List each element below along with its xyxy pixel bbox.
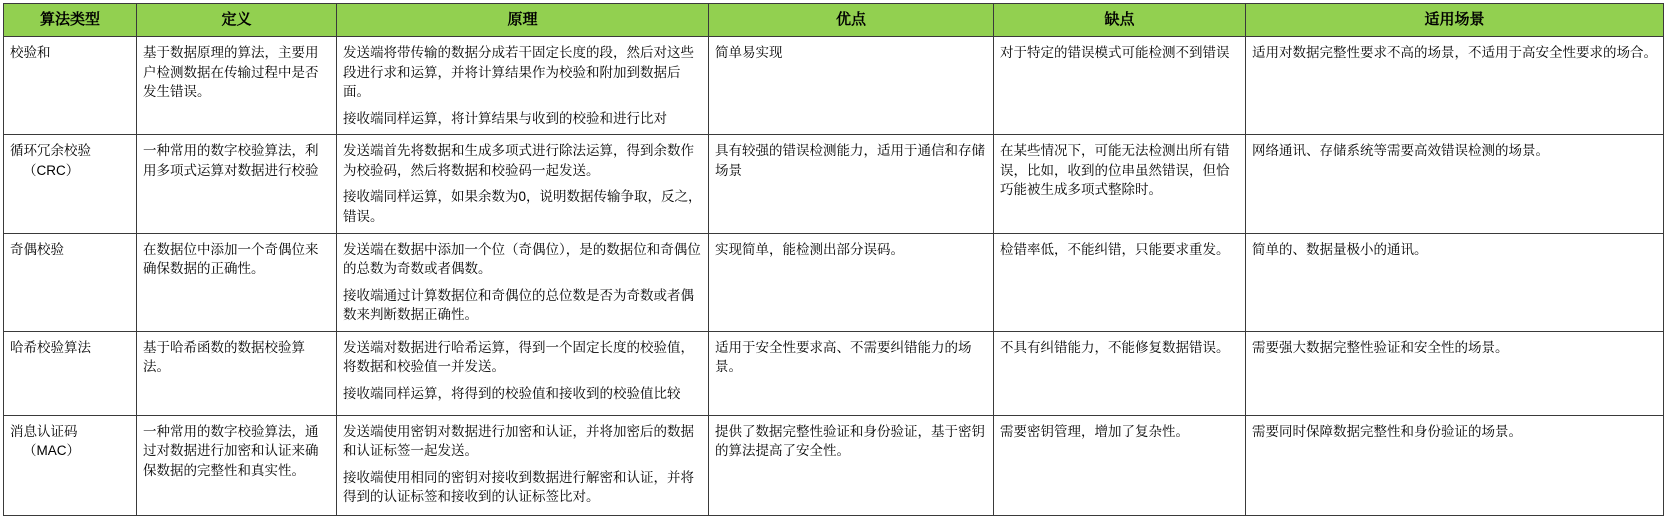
cell-cons: 需要密钥管理，增加了复杂性。 <box>994 415 1246 515</box>
cell-type <box>4 233 137 331</box>
type-line: 消息认证码 <box>10 423 78 439</box>
cell-principle <box>337 415 709 515</box>
cell-pros: 适用于安全性要求高、不需要纠错能力的场景。 <box>709 331 994 415</box>
cell-definition: 一种常用的数字校验算法，利用多项式运算对数据进行校验 <box>137 135 337 233</box>
cell-definition: 基于哈希函数的数据校验算法。 <box>137 331 337 415</box>
table-row <box>4 331 1664 415</box>
table-row <box>4 135 1664 233</box>
cell-type <box>4 37 137 135</box>
cell-pros: 提供了数据完整性验证和身份验证，基于密钥的算法提高了安全性。 <box>709 415 994 515</box>
cell-principle <box>337 233 709 331</box>
principle-paragraph: 发送端对数据进行哈希运算，得到一个固定长度的校验值，将数据和校验值一并发送。 <box>343 339 694 375</box>
column-header-pros: 优点 <box>709 4 994 37</box>
principle-paragraph: 接收端同样运算，将计算结果与收到的校验和进行比对 <box>343 110 667 126</box>
cell-cons: 对于特定的错误模式可能检测不到错误 <box>994 37 1246 135</box>
type-line: 奇偶校验 <box>10 241 64 257</box>
principle-paragraph: 接收端同样运算，如果余数为0，说明数据传输争取，反之，错误。 <box>343 189 702 224</box>
cell-scenario: 网络通讯、存储系统等需要高效错误检测的场景。 <box>1246 135 1664 233</box>
cell-type <box>4 135 137 233</box>
cell-principle <box>337 331 709 415</box>
column-header-definition: 定义 <box>137 4 337 37</box>
cell-scenario: 简单的、数据量极小的通讯。 <box>1246 233 1664 331</box>
algorithm-comparison-table <box>3 3 1664 516</box>
cell-type <box>4 331 137 415</box>
cell-cons: 在某些情况下，可能无法检测出所有错误，比如，收到的位串虽然错误，但恰巧能被生成多项式整除时。 <box>994 135 1246 233</box>
principle-paragraph: 发送端使用密钥对数据进行加密和认证，并将加密后的数据和认证标签一起发送。 <box>343 423 694 459</box>
column-header-scenario: 适用场景 <box>1246 4 1664 37</box>
cell-scenario: 适用对数据完整性要求不高的场景，不适用于高安全性要求的场合。 <box>1246 37 1664 135</box>
cell-principle <box>337 135 709 233</box>
table-row <box>4 233 1664 331</box>
table-row <box>4 37 1664 135</box>
type-line: （MAC） <box>23 443 80 459</box>
cell-scenario: 需要强大数据完整性验证和安全性的场景。 <box>1246 331 1664 415</box>
principle-paragraph: 发送端在数据中添加一个位（奇偶位），是的数据位和奇偶位的总数为奇数或者偶数。 <box>343 241 701 277</box>
column-header-principle: 原理 <box>337 4 709 37</box>
cell-pros: 具有较强的错误检测能力，适用于通信和存储场景 <box>709 135 994 233</box>
cell-principle <box>337 37 709 135</box>
cell-cons: 不具有纠错能力，不能修复数据错误。 <box>994 331 1246 415</box>
principle-paragraph: 发送端首先将数据和生成多项式进行除法运算，得到余数作为校验码，然后将数据和校验码一起发送。 <box>343 143 694 178</box>
cell-definition: 一种常用的数字校验算法，通过对数据进行加密和认证来确保数据的完整性和真实性。 <box>137 415 337 515</box>
type-line: 循环冗余校验 <box>10 143 91 159</box>
table-row <box>4 415 1664 515</box>
cell-definition: 在数据位中添加一个奇偶位来确保数据的正确性。 <box>137 233 337 331</box>
cell-pros: 简单易实现 <box>709 37 994 135</box>
cell-type <box>4 415 137 515</box>
column-header-cons: 缺点 <box>994 4 1246 37</box>
header-row <box>4 4 1664 37</box>
type-line: （CRC） <box>23 162 80 178</box>
table-body <box>4 37 1664 516</box>
column-header-type: 算法类型 <box>4 4 137 37</box>
cell-pros: 实现简单，能检测出部分误码。 <box>709 233 994 331</box>
table-header <box>4 4 1664 37</box>
cell-cons: 检错率低，不能纠错，只能要求重发。 <box>994 233 1246 331</box>
cell-scenario: 需要同时保障数据完整性和身份验证的场景。 <box>1246 415 1664 515</box>
type-line: 哈希校验算法 <box>10 339 91 355</box>
principle-paragraph: 接收端同样运算，将得到的校验值和接收到的校验值比较 <box>343 385 681 401</box>
type-line: 校验和 <box>10 45 51 60</box>
principle-paragraph: 接收端使用相同的密钥对接收到数据进行解密和认证，并将得到的认证标签和接收到的认证标签比对。 <box>343 469 694 505</box>
principle-paragraph: 发送端将带传输的数据分成若干固定长度的段，然后对这些段进行求和运算，并将计算结果作为校验和附加到数据后面。 <box>343 45 694 100</box>
principle-paragraph: 接收端通过计算数据位和奇偶位的总位数是否为奇数或者偶数来判断数据正确性。 <box>343 287 694 323</box>
cell-definition: 基于数据原理的算法，主要用户检测数据在传输过程中是否发生错误。 <box>137 37 337 135</box>
